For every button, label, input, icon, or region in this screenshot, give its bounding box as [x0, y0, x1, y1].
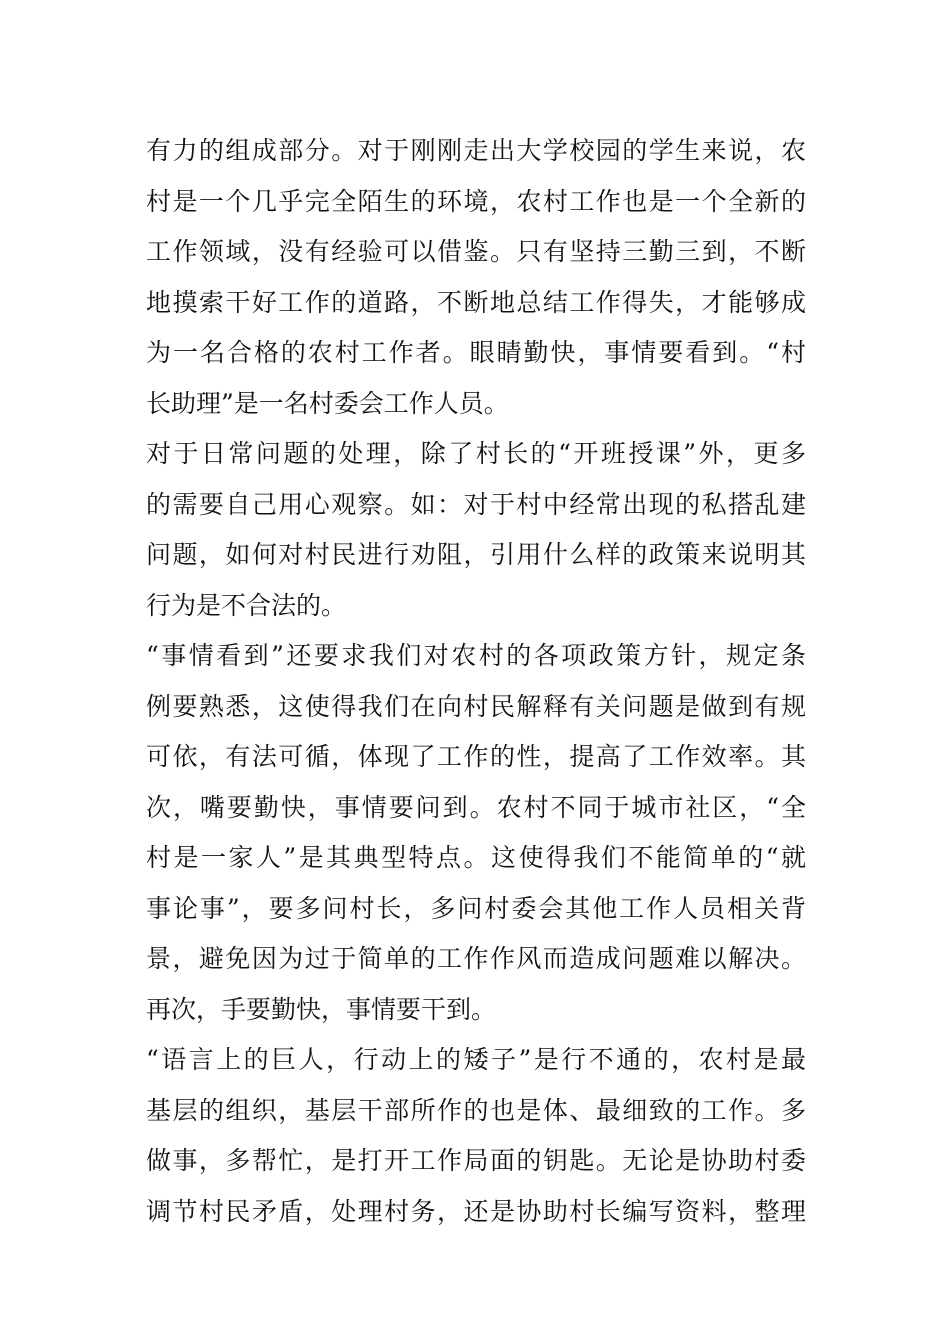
text-line-16: 事论事”，要多问村长，多问村委会其他工作人员相关背: [146, 893, 806, 923]
text-line-17: 景，避免因为过于简单的工作作风而造成问题难以解决。: [146, 944, 806, 973]
text-line-11: “事情看到”还要求我们对农村的各项政策方针，规定条: [146, 641, 806, 670]
text-line-21: 做事，多帮忙，是打开工作局面的钥匙。无论是协助村委: [146, 1146, 806, 1175]
text-line-15: 村是一家人”是其典型特点。这使得我们不能简单的“就: [146, 843, 806, 872]
text-line-1: 有力的组成部分。对于刚刚走出大学校园的学生来说，农: [146, 136, 806, 165]
text-line-14: 次，嘴要勤快，事情要问到。农村不同于城市社区，“全: [146, 792, 806, 822]
text-line-3: 工作领域，没有经验可以借鉴。只有坚持三勤三到，不断: [146, 237, 806, 266]
text-line-18: 再次，手要勤快，事情要干到。: [146, 994, 497, 1024]
text-line-20: 基层的组织，基层干部所作的也是体、最细致的工作。多: [146, 1095, 806, 1125]
text-line-13: 可依，有法可循，体现了工作的性，提高了工作效率。其: [146, 742, 806, 771]
text-line-2: 村是一个几乎完全陌生的环境，农村工作也是一个全新的: [146, 186, 806, 216]
text-line-6: 长助理”是一名村委会工作人员。: [146, 388, 509, 418]
text-line-19: “语言上的巨人，行动上的矮子”是行不通的，农村是最: [146, 1045, 806, 1074]
text-line-10: 行为是不合法的。: [146, 590, 347, 620]
text-line-4: 地摸索干好工作的道路，不断地总结工作得失，才能够成: [146, 287, 806, 317]
text-line-22: 调节村民矛盾，处理村务，还是协助村长编写资料，整理: [146, 1196, 806, 1226]
text-line-9: 问题，如何对村民进行劝阻，引用什么样的政策来说明其: [146, 540, 806, 569]
text-line-8: 的需要自己用心观察。如：对于村中经常出现的私搭乱建: [146, 489, 806, 519]
text-line-12: 例要熟悉，这使得我们在向村民解释有关问题是做到有规: [146, 691, 806, 721]
text-line-7: 对于日常问题的处理，除了村长的“开班授课”外，更多: [146, 439, 806, 468]
body-text: [146, 126, 806, 1237]
text-line-5: 为一名合格的农村工作者。眼睛勤快，事情要看到。“村: [146, 338, 806, 367]
